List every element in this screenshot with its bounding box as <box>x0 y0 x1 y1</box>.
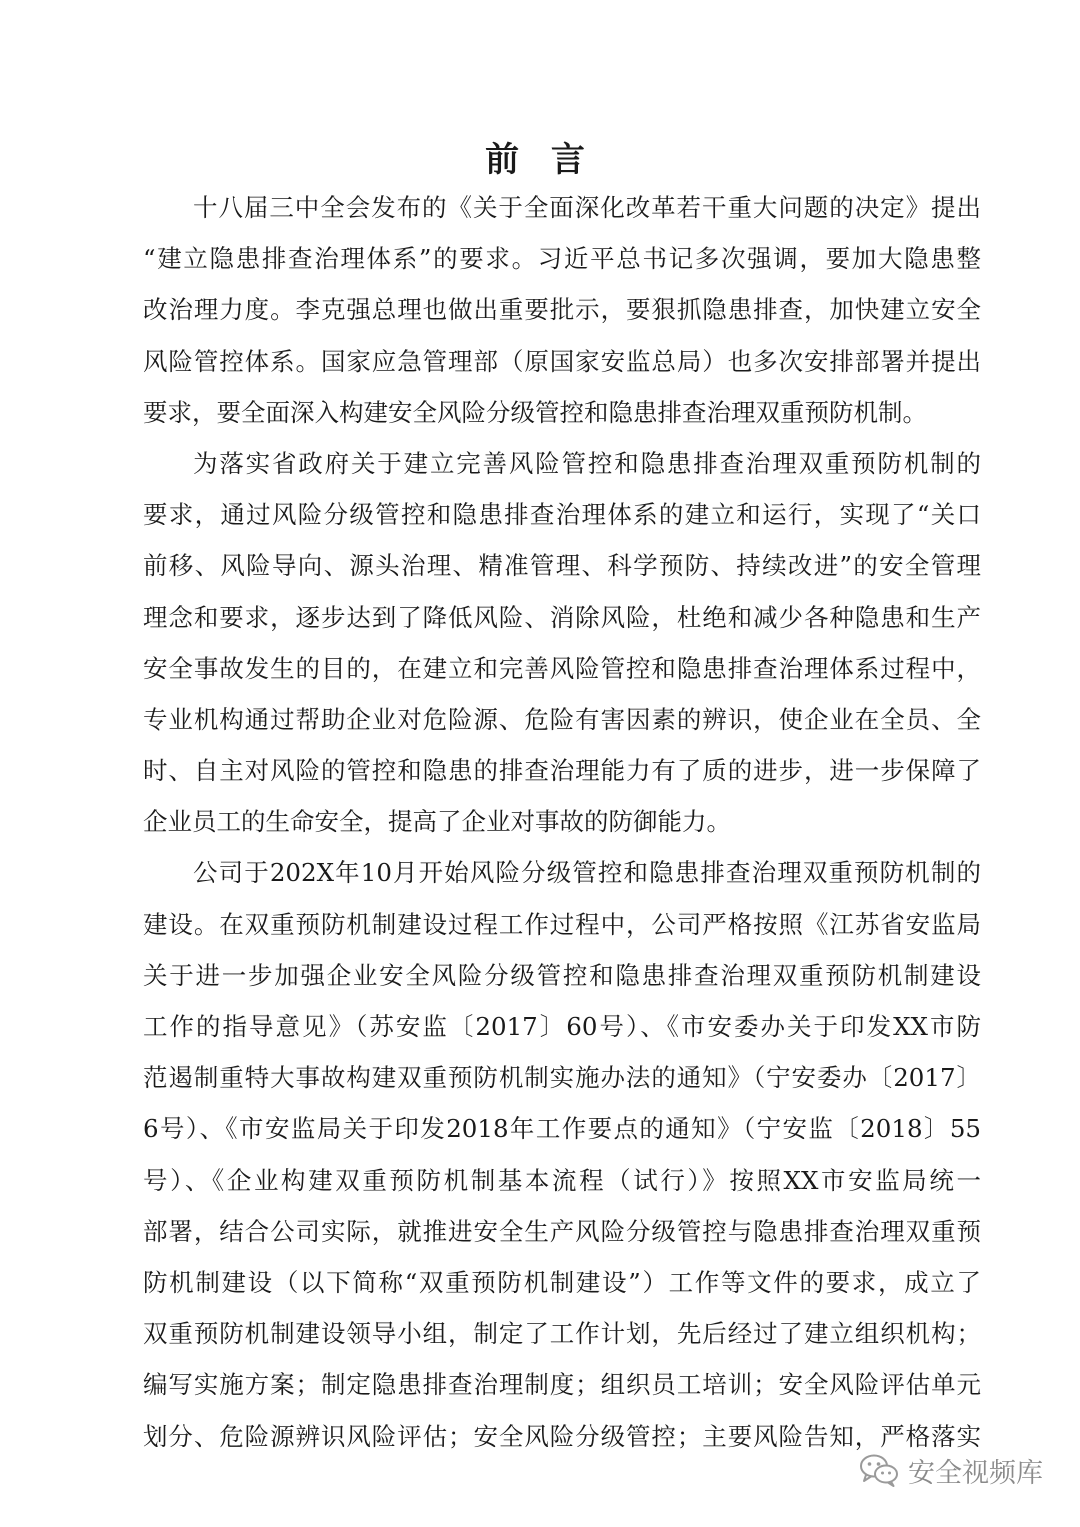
body-text <box>143 182 981 1462</box>
text-line: 工作的指导意见》（苏安监〔2017〕60号）、《市安委办关于印发XX市防 <box>143 1012 981 1041</box>
text-line: 防机制建设（以下简称“双重预防机制建设”）工作等文件的要求，成立了 <box>143 1267 981 1297</box>
text-line: 改治理力度。李克强总理也做出重要批示，要狠抓隐患排查，加快建立安全 <box>143 295 981 325</box>
text-line: 范遏制重特大事故构建双重预防机制实施办法的通知》（宁安委办〔2017〕 <box>143 1063 981 1093</box>
text-line: 划分、危险源辨识风险评估；安全风险分级管控；主要风险告知，严格落实 <box>143 1421 981 1451</box>
text-line: 编写实施方案；制定隐患排查治理制度；组织员工培训；安全风险评估单元 <box>143 1370 981 1400</box>
text-line: 6号）、《市安监局关于印发2018年工作要点的通知》（宁安监〔2018〕55 <box>143 1114 981 1144</box>
text-line: 企业员工的生命安全，提高了企业对事故的防御能力。 <box>143 807 731 837</box>
text-line: 双重预防机制建设领导小组，制定了工作计划，先后经过了建立组织机构； <box>143 1319 981 1349</box>
text-line: 要求，要全面深入构建安全风险分级管控和隐患排查治理双重预防机制。 <box>143 397 927 427</box>
text-line: 号）、《企业构建双重预防机制基本流程（试行）》按照XX市安监局统一 <box>143 1165 981 1195</box>
text-line: 时、自主对风险的管控和隐患的排查治理能力有了质的进步，进一步保障了 <box>143 756 981 786</box>
text-line: 专业机构通过帮助企业对危险源、危险有害因素的辨识，使企业在全员、全 <box>143 704 981 734</box>
watermark-text: 安全视频库 <box>908 1457 1043 1489</box>
text-line: 部署，结合公司实际，就推进安全生产风险分级管控与隐患排查治理双重预 <box>143 1216 981 1246</box>
text-line: 风险管控体系。国家应急管理部（原国家安监总局）也多次安排部署并提出 <box>143 346 981 376</box>
text-line: 安全事故发生的目的，在建立和完善风险管控和隐患排查治理体系过程中， <box>143 653 981 683</box>
text-line: 建设。在双重预防机制建设过程工作过程中，公司严格按照《江苏省安监局 <box>143 909 981 939</box>
wechat-icon <box>858 1452 900 1488</box>
text-line: 关于进一步加强企业安全风险分级管控和隐患排查治理双重预防机制建设 <box>143 960 981 990</box>
text-line: 十八届三中全会发布的《关于全面深化改革若干重大问题的决定》提出 <box>193 193 981 222</box>
text-line: 理念和要求，逐步达到了降低风险、消除风险，杜绝和减少各种隐患和生产 <box>143 602 981 632</box>
page-title: 前 言 <box>485 140 595 180</box>
text-line: 要求，通过风险分级管控和隐患排查治理体系的建立和运行，实现了“关口 <box>143 500 981 530</box>
watermark <box>858 1450 1043 1490</box>
text-line: “建立隐患排查治理体系”的要求。习近平总书记多次强调，要加大隐患整 <box>143 244 981 274</box>
text-line: 前移、风险导向、源头治理、精准管理、科学预防、持续改进”的安全管理 <box>143 551 981 581</box>
text-line: 公司于202X年10月开始风险分级管控和隐患排查治理双重预防机制的 <box>193 858 981 888</box>
text-line: 为落实省政府关于建立完善风险管控和隐患排查治理双重预防机制的 <box>193 448 981 478</box>
